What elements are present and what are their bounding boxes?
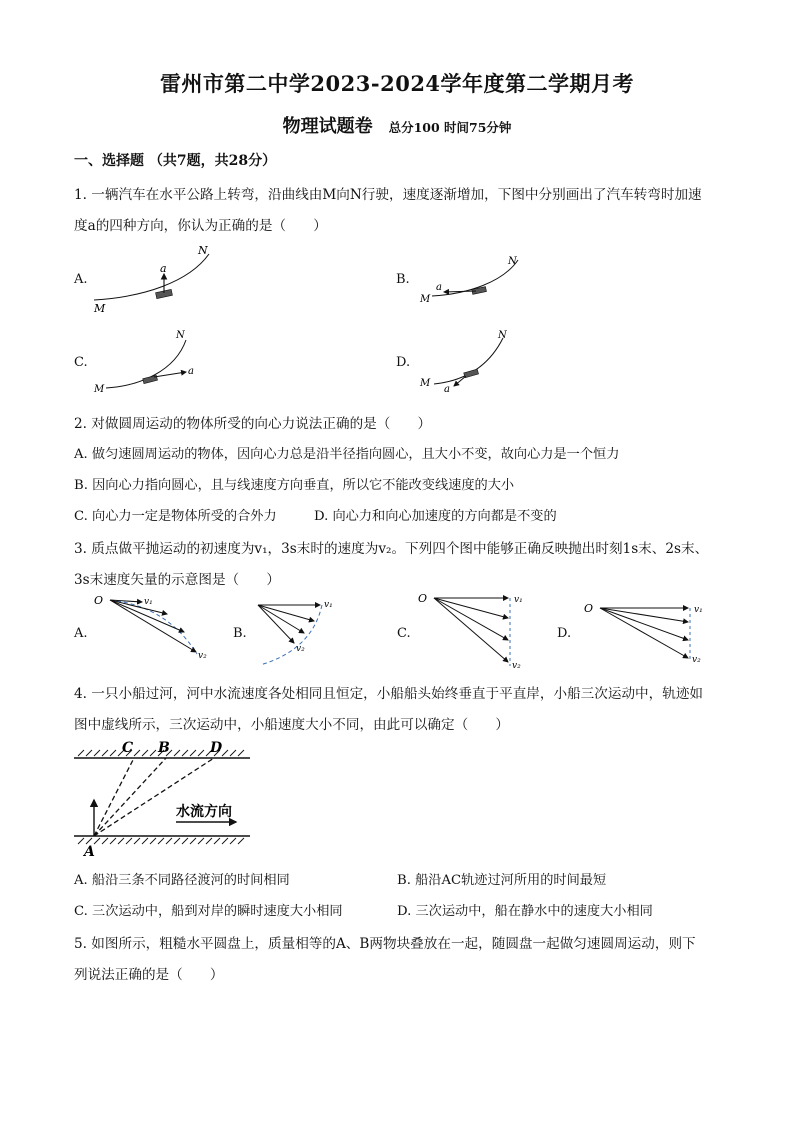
exam-subtitle bbox=[0, 112, 794, 138]
q4-stem-line1: 4. 一只小船过河，河中水流速度各处相同且恒定，小船船头始终垂直于平直岸，小船三次运动中，轨迹如 bbox=[74, 686, 704, 702]
q2-option-c: C. 向心力一定是物体所受的合外力 bbox=[74, 509, 277, 524]
q4-stem-line2: 图中虚线所示，三次运动中，小船速度大小不同，由此可以确定（ ） bbox=[74, 717, 509, 733]
q3d-v2: v₂ bbox=[692, 655, 701, 665]
q1-stem-line2: 度a的四种方向，你认为正确的是（ ） bbox=[74, 218, 327, 234]
q3-option-a-label: A. bbox=[74, 626, 88, 641]
q1d-point-n: N bbox=[498, 330, 507, 341]
q1d-point-m: M bbox=[420, 378, 431, 389]
exam-meta: 总分100 时间75分钟 bbox=[388, 120, 512, 135]
q1-option-d-label: D. bbox=[396, 355, 411, 370]
q2-option-b: B. 因向心力指向圆心，且与线速度方向垂直，所以它不能改变线速度的大小 bbox=[74, 478, 515, 493]
q3a-origin: O bbox=[94, 594, 104, 607]
q1c-point-m: M bbox=[94, 384, 105, 395]
q3-option-c-label: C. bbox=[397, 626, 411, 641]
section-heading: 一、选择题 （共7题，共28分） bbox=[74, 153, 277, 169]
q3b-v2: v₂ bbox=[296, 644, 305, 654]
q1b-vector-label: a bbox=[436, 282, 442, 293]
q3-diagram-c bbox=[416, 588, 536, 670]
q3-diagram-a bbox=[92, 592, 222, 664]
q1a-point-m: M bbox=[94, 302, 106, 314]
q5-stem-line2: 列说法正确的是（ ） bbox=[74, 967, 224, 983]
q3a-v2: v₂ bbox=[198, 651, 207, 661]
q2-option-a: A. 做匀速圆周运动的物体，因向心力总是沿半径指向圆心，且大小不变，故向心力是一个恒力 bbox=[74, 447, 620, 462]
q1-diagram-a bbox=[84, 242, 234, 314]
q3-diagram-b bbox=[252, 595, 352, 670]
q3c-v1: v₁ bbox=[514, 595, 523, 605]
q1b-point-m: M bbox=[420, 294, 431, 305]
q4-option-b: B. 船沿AC轨迹过河所用的时间最短 bbox=[397, 873, 607, 888]
q3b-v1: v₁ bbox=[324, 600, 333, 610]
q3c-origin: O bbox=[418, 592, 428, 605]
q3-option-b-label: B. bbox=[233, 626, 247, 641]
page-title: 雷州市第二中学2023-2024学年度第二学期月考 bbox=[159, 71, 635, 96]
q1-stem-line1: 1. 一辆汽车在水平公路上转弯，沿曲线由M向N行驶，速度逐渐增加，下图中分别画出了汽车转弯时加速 bbox=[74, 187, 702, 203]
q1-option-a-label: A. bbox=[74, 272, 88, 287]
q3-stem-line2: 3s末速度矢量的示意图是（ ） bbox=[74, 572, 280, 588]
q1c-vector-label: a bbox=[188, 366, 194, 377]
q4-river-diagram bbox=[72, 736, 262, 858]
q1c-point-n: N bbox=[176, 330, 185, 341]
q3d-v1: v₁ bbox=[694, 605, 703, 615]
q3-stem-line1: 3. 质点做平抛运动的初速度为v₁，3s末时的速度为v₂。下列四个图中能够正确反映抛出时刻1s末、2s末、 bbox=[74, 541, 709, 557]
q3-diagram-d bbox=[582, 598, 722, 668]
q1-option-b-label: B. bbox=[396, 272, 410, 287]
q4-option-c: C. 三次运动中，船到对岸的瞬时速度大小相同 bbox=[74, 904, 343, 919]
q3c-v2: v₂ bbox=[512, 661, 521, 670]
q1-option-c-label: C. bbox=[74, 355, 88, 370]
q2-option-d: D. 向心力和向心加速度的方向都是不变的 bbox=[314, 509, 557, 524]
q2-stem: 2. 对做圆周运动的物体所受的向心力说法正确的是（ ） bbox=[74, 416, 432, 432]
q1-diagram-d bbox=[418, 326, 528, 396]
q4-flow-label: 水流方向 bbox=[176, 804, 232, 820]
q4-point-c: C bbox=[122, 740, 134, 756]
q1d-vector-label: a bbox=[444, 384, 450, 395]
q5-stem-line1: 5. 如图所示，粗糙水平圆盘上，质量相等的A、B两物块叠放在一起，随圆盘一起做匀速圆周运动，则下 bbox=[74, 936, 696, 952]
q1-diagram-b bbox=[418, 252, 538, 308]
q4-option-d: D. 三次运动中，船在静水中的速度大小相同 bbox=[397, 904, 653, 919]
q4-point-a: A bbox=[84, 844, 95, 858]
q1-diagram-c bbox=[90, 326, 210, 396]
q3d-origin: O bbox=[584, 602, 594, 615]
q4-point-d: D bbox=[210, 740, 223, 756]
q1b-point-n: N bbox=[508, 256, 517, 267]
subject-title: 物理试题卷 bbox=[282, 116, 373, 137]
q1a-vector-label: a bbox=[160, 262, 167, 275]
q3a-v1: v₁ bbox=[144, 597, 153, 607]
q1a-point-n: N bbox=[198, 244, 208, 257]
q3-option-d-label: D. bbox=[557, 626, 572, 641]
q4-option-a: A. 船沿三条不同路径渡河的时间相同 bbox=[74, 873, 290, 888]
q4-point-b: B bbox=[158, 740, 170, 756]
